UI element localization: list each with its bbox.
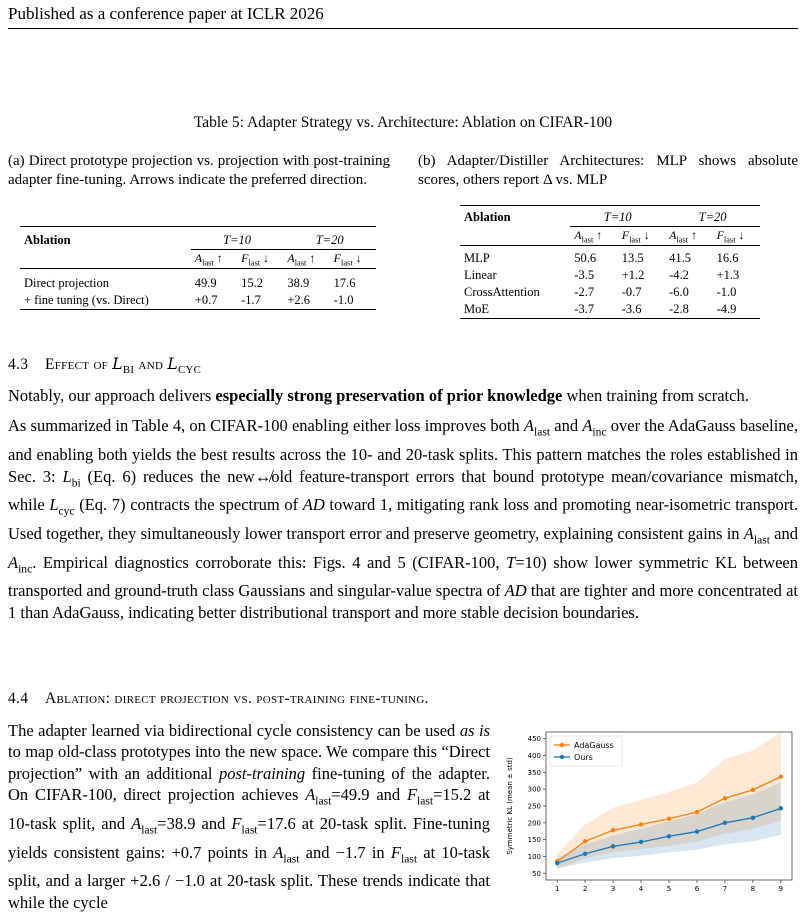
- section-4-4-heading: 4.4 Ablation: direct projection vs. post-training fine-tuning.: [8, 690, 429, 707]
- group-t10-a: T=10: [191, 227, 284, 250]
- paragraph: The adapter learned via bidirectional cycle consistency can be used as is to map old-class prototypes into the new space. We compare this “Direct projection” with an additional post-training fine-tuning of the adapter. On CIFAR-100, direct projection achieves $A_{last}=49.9$ and $F_{last}=15.2$ at 10-task split, and $A_{last}=38.9$ and $F_{last}=17.6$ at 20-task split. Fine-tuning yields consistent gains: +0.7 points in $A_{last}$ and −1.7 in $F_{last}$ at 10-task split, and a larger +2.6 / −1.0 at 20-task split. These trends indicate that while the cycle: [8, 721, 490, 912]
- group-t10-b: T=10: [570, 206, 665, 227]
- y-tick-label: 100: [527, 852, 541, 861]
- data-point: [611, 844, 615, 848]
- table-row: Direct projection 49.9 15.2 38.9 17.6: [24, 275, 356, 290]
- x-tick-label: 5: [666, 885, 672, 893]
- table-row: CrossAttention -2.7 -0.7 -6.0 -1.0: [464, 284, 737, 299]
- data-point: [751, 788, 755, 792]
- subhead-f-last: $F_{last}$ ↓: [241, 251, 270, 268]
- data-point: [611, 828, 615, 832]
- data-point: [639, 840, 643, 844]
- paragraph: Notably, our approach delivers especially strong preservation of prior knowledge when training from scratch.: [8, 386, 749, 405]
- table-row: Linear -3.5 +1.2 -4.2 +1.3: [464, 267, 740, 282]
- x-tick-label: 7: [722, 885, 728, 893]
- legend-label: AdaGauss: [574, 741, 614, 750]
- section-4-4-body: [8, 720, 490, 912]
- x-tick-label: 6: [694, 885, 700, 893]
- y-tick-label: 150: [527, 836, 541, 845]
- subhead-f-last: $F_{last}$ ↓: [333, 251, 362, 268]
- table-row: MoE -3.7 -3.6 -2.8 -4.9: [464, 301, 737, 316]
- subhead-a-last: $A_{last}$ ↑: [194, 251, 223, 268]
- data-point: [695, 829, 699, 833]
- group-t20-a: T=20: [283, 227, 376, 250]
- data-point: [667, 834, 671, 838]
- data-point: [555, 861, 559, 865]
- y-tick-label: 450: [527, 735, 541, 744]
- data-point: [667, 817, 671, 821]
- subtable-b: [460, 205, 760, 319]
- section-4-3-heading: 4.3 Effect of $L_{BI}$ and $L_{CYC}$: [8, 355, 202, 377]
- data-point: [779, 806, 783, 810]
- y-tick-label: 300: [527, 785, 541, 794]
- x-tick-label: 1: [554, 885, 560, 893]
- running-header: Published as a conference paper at ICLR 2026: [8, 4, 324, 23]
- subtable-a: [20, 226, 376, 310]
- table-row: + fine tuning (vs. Direct) +0.7 -1.7 +2.6 -1.0: [24, 292, 354, 307]
- data-point: [695, 810, 699, 814]
- chart-svg: [502, 728, 802, 896]
- x-tick-label: 9: [778, 885, 784, 893]
- subhead-a-last: $A_{last}$ ↑: [669, 228, 698, 245]
- x-tick-label: 4: [638, 885, 644, 893]
- legend-marker: [560, 743, 564, 747]
- data-point: [583, 852, 587, 856]
- x-tick-label: 8: [750, 885, 756, 893]
- y-tick-label: 350: [527, 768, 541, 777]
- y-tick-label: 250: [527, 802, 541, 811]
- subhead-a-last: $A_{last}$ ↑: [574, 228, 603, 245]
- col-ablation-b: Ablation: [464, 210, 511, 225]
- table-row: MLP 50.6 13.5 41.5 16.6: [464, 250, 739, 265]
- data-point: [583, 839, 587, 843]
- data-point: [639, 822, 643, 826]
- x-tick-label: 2: [582, 885, 588, 893]
- data-point: [723, 796, 727, 800]
- legend-label: Ours: [574, 753, 593, 762]
- col-ablation-a: Ablation: [24, 233, 71, 248]
- subhead-f-last: $F_{last}$ ↓: [716, 228, 745, 245]
- x-tick-label: 3: [610, 885, 616, 893]
- subhead-a-last: $A_{last}$ ↑: [287, 251, 316, 268]
- y-tick-label: 50: [532, 869, 541, 878]
- symmetric-kl-chart: [502, 728, 802, 896]
- subtable-a-caption: (a) Direct prototype projection vs. projection with post-training adapter fine-tuning. Arrows indicate the preferred direction.: [8, 153, 390, 188]
- legend-marker: [560, 755, 564, 759]
- data-point: [751, 816, 755, 820]
- y-tick-label: 400: [527, 752, 541, 761]
- y-axis-label: Symmetric KL (mean ± std): [506, 757, 514, 855]
- y-tick-label: 200: [527, 819, 541, 828]
- data-point: [723, 821, 727, 825]
- subhead-f-last: $F_{last}$ ↓: [621, 228, 650, 245]
- table-caption: Table 5: Adapter Strategy vs. Architecture: Ablation on CIFAR-100: [193, 114, 613, 131]
- header-rule: [8, 28, 798, 29]
- subtable-b-caption: (b) Adapter/Distiller Architectures: MLP shows absolute scores, others report Δ vs. MLP: [418, 153, 798, 188]
- section-4-3-body: [8, 385, 798, 632]
- data-point: [779, 775, 783, 779]
- group-t20-b: T=20: [665, 206, 760, 227]
- paragraph: As summarized in Table 4, on CIFAR-100 enabling either loss improves both $A_{last}$ and $A_{inc}$ over the AdaGauss baseline, and enabling both yields the best results across the 10- and 20-task splits. This pattern matches the roles established in Sec. 3: $L_{bi}$ (Eq. 6) reduces the new↮old feature-transport errors that bound prototype mean/covariance mismatch, while $L_{cyc}$ (Eq. 7) contracts the spectrum of AD toward 1, mitigating rank loss and promoting near-isometric transport. Used together, they simultaneously lower transport error and preserve geometry, explaining consistent gains in $A_{last}$ and $A_{inc}$. Empirical diagnostics corroborate this: Figs. 4 and 5 (CIFAR-100, T=10) show lower symmetric KL between transported and ground-truth class Gaussians and singular-value spectra of AD that are tighter and more concentrated at 1 than AdaGauss, indicating better distributional transport and more stable decision boundaries.: [8, 416, 799, 622]
